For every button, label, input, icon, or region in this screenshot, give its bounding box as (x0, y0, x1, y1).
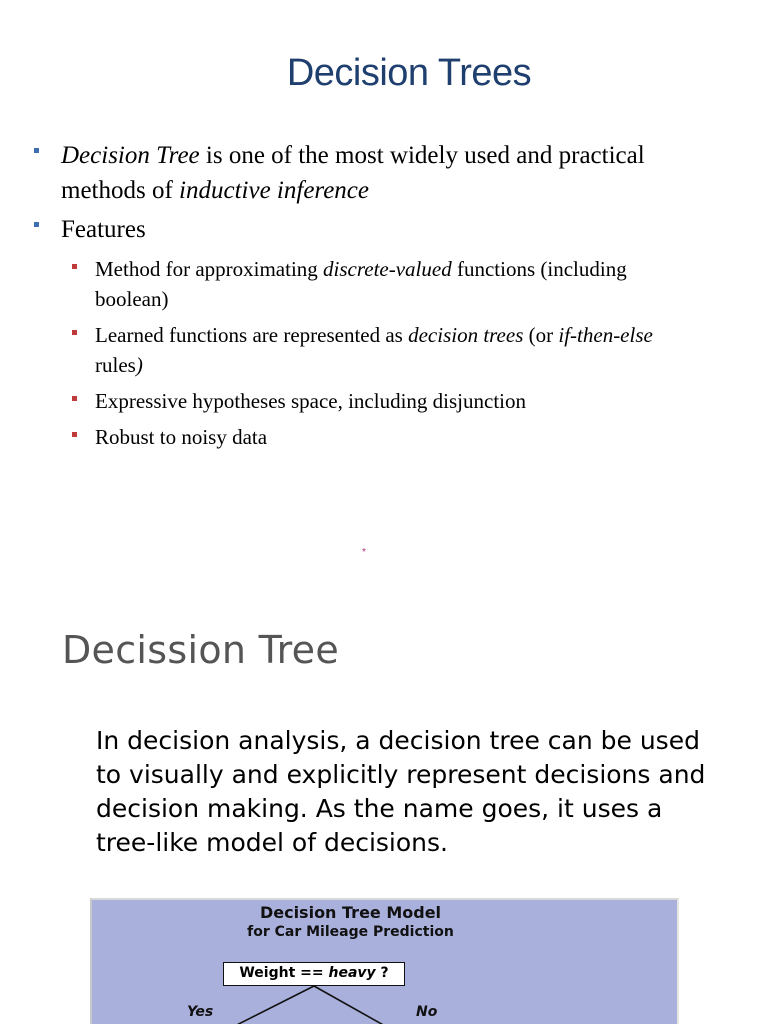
bullet-item-1 (34, 138, 701, 208)
italic-text-run: if-then-else (558, 323, 653, 347)
figure-title: Decision Tree Model (259, 903, 442, 922)
sub-bullet-item-3 (72, 386, 705, 416)
square-bullet-icon (72, 396, 77, 401)
sub-bullet-text (95, 320, 705, 380)
no-edge-label: No (416, 1004, 438, 1020)
sub-bullet-item-4 (72, 422, 705, 452)
slide-center-mark: * (362, 547, 366, 558)
no-branch-line (314, 986, 410, 1024)
italic-text-run: ) (135, 353, 143, 377)
square-bullet-icon (72, 264, 77, 269)
italic-text-run: inductive inference (179, 177, 370, 204)
text-run: Expressive hypotheses space, including disjunction (95, 389, 527, 413)
text-run: Features (61, 216, 146, 243)
sub-bullet-item-2 (72, 320, 705, 380)
sub-bullet-item-1 (72, 254, 705, 314)
yes-branch-line (207, 986, 314, 1024)
italic-text-run: Decision Tree (61, 142, 200, 169)
slide-2-body-text: In decision analysis, a decision tree can be used to visually and explicitly represent decisions and decision making. As the name goes, it uses a tree-like model of decisions. (96, 726, 706, 857)
text-run: (or (523, 323, 559, 347)
square-bullet-icon (72, 330, 77, 335)
text-run: Method for approximating (95, 257, 324, 281)
figure-subtitle: for Car Mileage Prediction (247, 924, 454, 940)
yes-edge-label: Yes (187, 1004, 214, 1020)
sub-bullet-text (95, 386, 705, 416)
square-bullet-icon (34, 148, 39, 153)
bullet-item-2 (34, 212, 701, 247)
italic-text-run: decision trees (408, 323, 524, 347)
root-node-prefix: Weight == (239, 965, 329, 981)
sub-bullet-text (95, 422, 705, 452)
bullet-text (61, 138, 701, 208)
slide-2-title: Decission Tree (62, 628, 340, 672)
text-run: Robust to noisy data (95, 425, 268, 449)
text-run: rules (95, 353, 136, 377)
sub-bullet-text (95, 254, 705, 314)
square-bullet-icon (72, 432, 77, 437)
square-bullet-icon (34, 222, 39, 227)
root-decision-node (223, 962, 405, 986)
bullet-text (61, 212, 701, 247)
text-run: is one of the most widely used and practical methods of (61, 142, 645, 204)
slide-title: Decision Trees (286, 52, 532, 94)
root-node-suffix: ? (375, 965, 389, 981)
text-run: functions (including boolean) (95, 257, 627, 311)
root-node-value: heavy (328, 965, 376, 981)
text-run: Learned functions are represented as (95, 323, 409, 347)
decision-tree-model-figure (90, 898, 679, 1024)
italic-text-run: discrete-valued (323, 257, 452, 281)
